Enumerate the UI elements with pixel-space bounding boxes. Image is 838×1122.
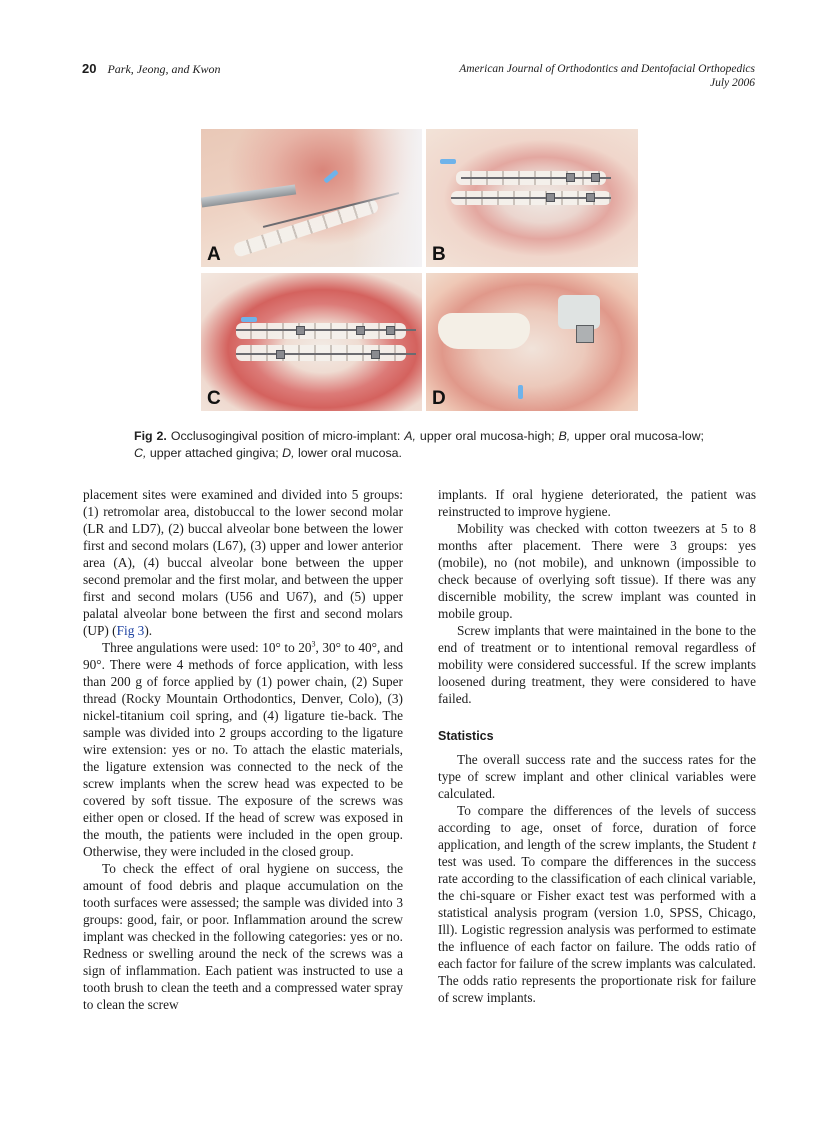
tweezers-shape xyxy=(201,184,296,207)
arrow-icon xyxy=(241,317,257,322)
bracket-shape xyxy=(276,350,285,359)
journal-title: American Journal of Orthodontics and Dentofacial Orthopedics xyxy=(459,63,755,75)
arrow-icon xyxy=(440,159,456,164)
caption-text-b: upper oral mucosa-low; xyxy=(574,429,704,443)
figure-panel-d xyxy=(426,273,638,411)
figure-caption xyxy=(134,428,704,462)
bracket-shape xyxy=(591,173,600,182)
upper-archwire-shape xyxy=(461,177,611,179)
caption-letter-b: B, xyxy=(558,429,571,443)
caption-letter-d: D, xyxy=(282,446,295,460)
paragraph: Screw implants that were maintained in the bone to the end of treatment or to intentional removal regardless of mobility were considered successful. If the screw implants loosened during treatment, they were considered to have failed. xyxy=(438,623,756,706)
paragraph xyxy=(83,486,403,639)
figure-panel-a xyxy=(201,129,422,267)
bracket-shape xyxy=(386,326,395,335)
panel-label-c: C xyxy=(207,388,221,409)
body-column-left xyxy=(83,486,403,1013)
paragraph xyxy=(438,802,756,1006)
italic-t: t xyxy=(752,837,756,852)
page-number: 20 xyxy=(82,61,97,76)
tube-shape xyxy=(576,325,594,343)
figure-3-link[interactable]: Fig 3 xyxy=(116,623,145,638)
paragraph-text: Three angulations were used: 10° to 20 xyxy=(102,640,312,655)
band-shape xyxy=(558,295,600,329)
bracket-shape xyxy=(566,173,575,182)
running-header-right xyxy=(459,62,755,90)
issue-date: July 2006 xyxy=(709,77,755,89)
bracket-shape xyxy=(296,326,305,335)
running-header-authors: Park, Jeong, and Kwon xyxy=(107,62,221,76)
body-column-right xyxy=(438,486,756,1006)
bracket-shape xyxy=(546,193,555,202)
reference-superscript: 3 xyxy=(311,639,316,649)
bracket-shape xyxy=(371,350,380,359)
paragraph xyxy=(83,639,403,860)
section-heading-statistics: Statistics xyxy=(438,729,494,743)
paragraph-text: placement sites were examined and divided into 5 groups: (1) retromolar area, distobuccal to the lower second molar (LR and LD7), (2) buccal alveolar bone between the lower first and second molars (L67), (3) upper and lower anterior area (A), (4) buccal alveolar bone between the upper second premolar and the first molar, and between the upper first and second molars (U56 and U67), and (5) upper palatal alveolar bone between the first and second molars (UP) ( xyxy=(83,487,403,638)
caption-letter-c: C, xyxy=(134,446,147,460)
panel-label-d: D xyxy=(432,388,446,409)
bracket-shape xyxy=(586,193,595,202)
arrow-icon xyxy=(518,385,523,399)
paragraph-text: test was used. To compare the differences in the success rate according to the classification of each clinical variable, the chi-square or Fisher exact test was performed with a statistical analysis program (version 1.0, SPSS, Chicago, Ill). Logistic regression analysis was performed to estimate the influence of each factor on failure. The odds ratio of each factor for failure of the screw implants was calculated. The odds ratio represents the proportionate risk for failure of screw implants. xyxy=(438,854,756,1005)
caption-letter-a: A, xyxy=(404,429,416,443)
caption-text-d: lower oral mucosa. xyxy=(298,446,402,460)
molar-teeth-shape xyxy=(438,313,530,349)
lower-archwire-shape xyxy=(236,353,416,355)
figure-2 xyxy=(201,129,638,411)
paragraph-text: To compare the differences of the levels of success according to age, onset of force, duration of force application, and length of the screw implants, the Student xyxy=(438,803,756,852)
panel-label-a: A xyxy=(207,244,221,265)
paragraph: Mobility was checked with cotton tweezers at 5 to 8 months after placement. There were 3 groups: yes (mobile), no (not mobile), and unknown (impossible to check because of overlying soft tissue). If there was any discernible mobility, the screw implant was counted in mobile group. xyxy=(438,521,756,621)
caption-label: Fig 2. xyxy=(134,429,167,443)
figure-panel-b xyxy=(426,129,638,267)
paragraph-text: ). xyxy=(144,623,153,638)
running-header-left xyxy=(82,62,220,76)
paragraph: The overall success rate and the success rates for the type of screw implant and other clinical variables were calculated. xyxy=(438,752,756,801)
paragraph: implants. If oral hygiene deteriorated, the patient was reinstructed to improve hygiene. xyxy=(438,487,756,519)
paragraph: To check the effect of oral hygiene on success, the amount of food debris and plaque accumulation on the tooth surfaces were assessed; the sample was divided into 3 groups: good, fair, or poor. Inflammation around the screw implant was checked in the following categories: yes or no. Redness or swelling around the neck of the screws was a sign of inflammation. Each patient was instructed to use a tooth brush to clean the teeth and a compressed water spray to clean the screw xyxy=(83,861,403,1012)
upper-teeth-shape xyxy=(236,323,406,339)
caption-text-a: upper oral mucosa-high; xyxy=(419,429,555,443)
bracket-shape xyxy=(356,326,365,335)
panel-label-b: B xyxy=(432,244,446,265)
caption-text-c: upper attached gingiva; xyxy=(149,446,279,460)
caption-intro: Occlusogingival position of micro-implant: xyxy=(170,429,401,443)
arrow-icon xyxy=(323,169,338,183)
towel-shape xyxy=(352,129,422,267)
paragraph-text: , 30° to 40°, and 90°. There were 4 methods of force application, with less than 200 g of force applied by (1) power chain, (2) Super thread (Rocky Mountain Orthodontics, Denver, Colo), (3) nickel-titanium coil spring, and (4) ligature tie-back. The sample was divided into 2 groups according to the ligature wire extension: yes or no. To attach the elastic materials, the ligature extension was connected to the neck of the screw implants when the screw head was expected to be covered by soft tissue. The exposure of the screws was either open or closed. If the head of screw was exposed in the mouth, the patients were included in the open group. Otherwise, they were included in the closed group. xyxy=(83,640,403,859)
figure-panel-c xyxy=(201,273,422,411)
